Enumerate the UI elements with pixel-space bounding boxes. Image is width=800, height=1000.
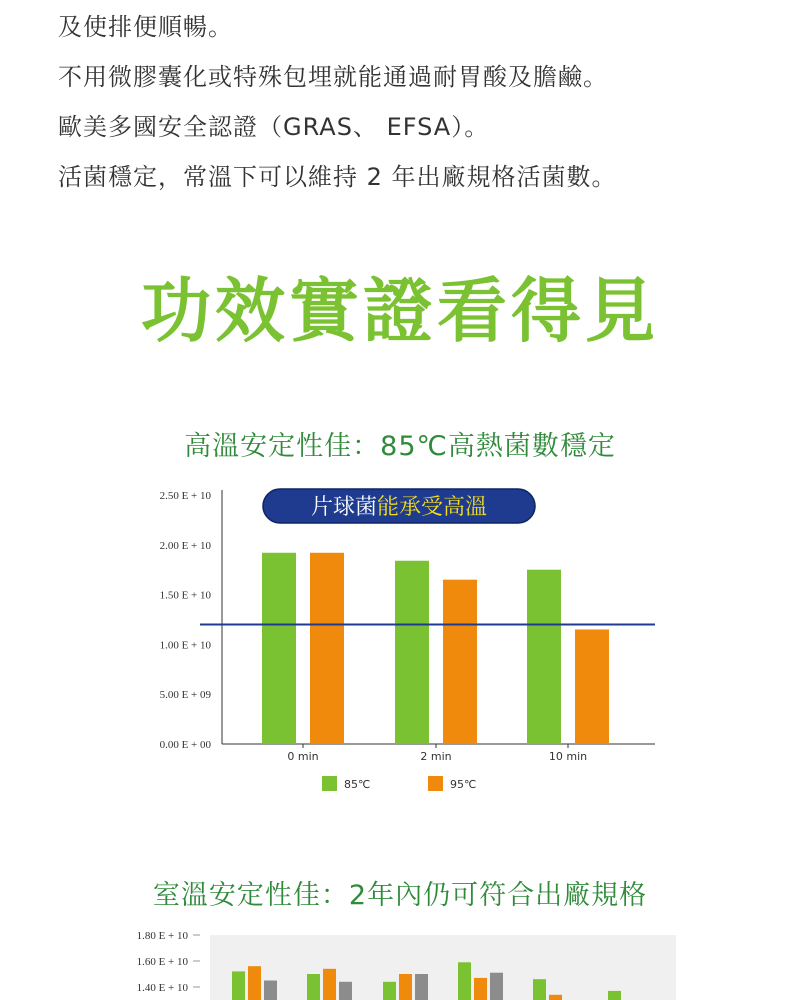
bar	[458, 962, 471, 1000]
legend-swatch	[428, 776, 443, 791]
y-tick-label: 2.50 E + 10	[159, 490, 211, 502]
legend-label: 95℃	[450, 778, 477, 791]
bar	[474, 978, 487, 1000]
bar	[549, 995, 562, 1000]
bar	[395, 561, 429, 744]
intro-text	[58, 2, 778, 202]
bar	[264, 981, 277, 1000]
bar	[608, 991, 621, 1000]
legend-label: 85℃	[344, 778, 371, 791]
bar	[307, 974, 320, 1000]
y-tick-label: 1.00 E + 10	[159, 639, 211, 652]
y-tick-label: 1.40 E + 10	[136, 982, 188, 994]
annotation-text-highlight: 能承受高溫	[377, 495, 488, 520]
intro-line: 不用微膠囊化或特殊包埋就能通過耐胃酸及膽鹼。	[58, 63, 608, 91]
annotation-text	[311, 495, 487, 520]
chart2-title: 室溫安定性佳：2年內仍可符合出廠規格	[152, 880, 648, 911]
annotation-text-plain: 片球菌	[310, 495, 377, 520]
annotation-badge	[263, 489, 535, 523]
bar	[527, 570, 561, 744]
x-tick-label: 10 min	[548, 750, 588, 763]
bar	[533, 979, 546, 1000]
bar	[490, 973, 503, 1000]
legend-swatch	[322, 776, 337, 791]
intro-line: 歐美多國安全認證（GRAS、 EFSA）。	[58, 113, 490, 141]
bar	[575, 629, 609, 744]
bar	[415, 974, 428, 1000]
bar	[323, 969, 336, 1000]
bar	[399, 974, 412, 1000]
plot-background	[210, 935, 676, 1000]
intro-line: 及使排便順暢。	[58, 13, 233, 41]
x-tick-label: 0 min	[287, 750, 319, 763]
x-tick-label: 2 min	[420, 750, 452, 763]
intro-line: 活菌穩定，常溫下可以維持 2 年出廠規格活菌數。	[58, 163, 617, 191]
bar	[310, 553, 344, 744]
y-tick-label: 1.60 E + 10	[136, 956, 188, 968]
bar	[383, 982, 396, 1000]
room-temp-stability-chart	[0, 920, 800, 1000]
y-tick-label: 1.50 E + 10	[159, 589, 211, 602]
bar	[443, 580, 477, 744]
heat-stability-chart	[0, 480, 800, 810]
y-tick-label: 0.00 E + 00	[159, 739, 211, 751]
chart1-title: 高溫安定性佳：85℃高熱菌數穩定	[184, 431, 616, 462]
bar	[262, 553, 296, 744]
y-tick-label: 2.00 E + 10	[159, 539, 211, 552]
y-tick-label: 5.00 E + 09	[159, 689, 211, 702]
bar	[232, 971, 245, 1000]
bar	[339, 982, 352, 1000]
page-headline: 功效實證看得見	[141, 270, 659, 352]
bar	[248, 966, 261, 1000]
y-tick-label: 1.80 E + 10	[136, 930, 188, 942]
